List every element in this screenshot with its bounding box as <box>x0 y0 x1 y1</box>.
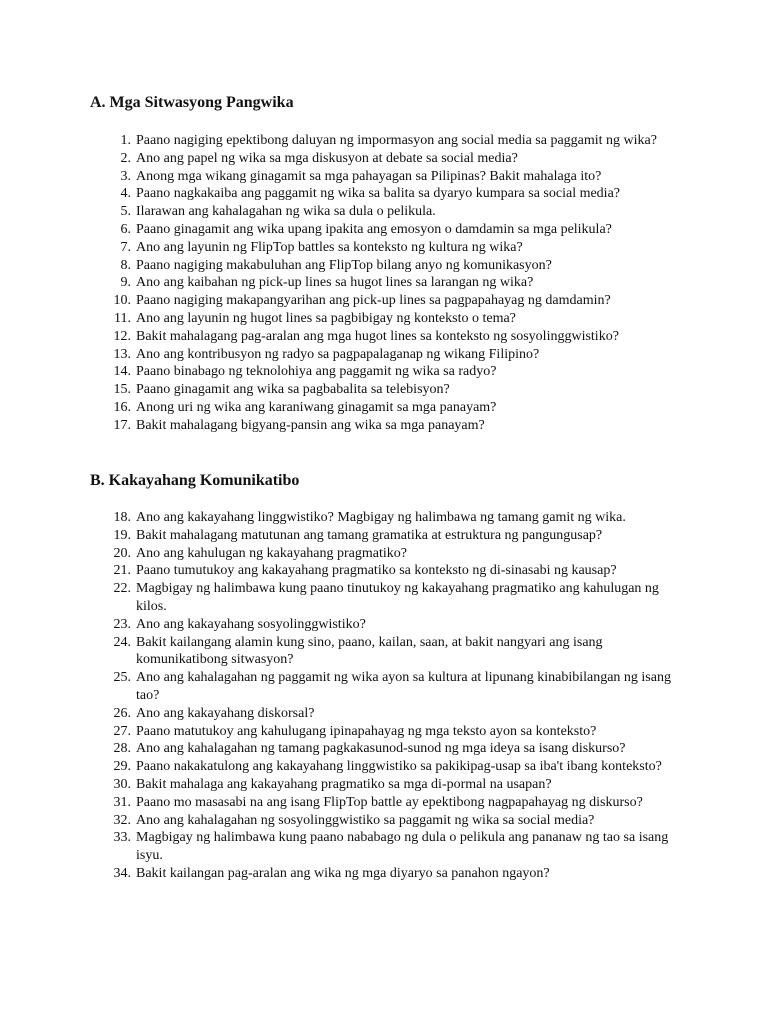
question-number: 9. <box>120 275 131 291</box>
question-text: Paano mo masasabi na ang isang FlipTop battle ay epektibong nagpapahayag ng diskurso? <box>136 794 643 810</box>
question-number: 15. <box>113 382 131 398</box>
question-item <box>90 274 690 292</box>
question-text: Ano ang kahulugan ng kakayahang pragmatiko? <box>136 545 407 561</box>
question-text: Paano nakakatulong ang kakayahang linggwistiko sa pakikipag-usap sa iba't ibang konteksto? <box>136 759 662 775</box>
question-text: Ilarawan ang kahalagahan ng wika sa dula o pelikula. <box>136 204 436 220</box>
question-number: 18. <box>113 510 131 525</box>
question-number: 23. <box>113 616 131 632</box>
question-item <box>90 310 690 328</box>
question-number: 14. <box>113 364 131 380</box>
question-number: 26. <box>113 705 131 721</box>
question-number: 4. <box>120 186 131 202</box>
question-text: Bakit kailangang alamin kung sino, paano, kailan, saan, at bakit nangyari ang isang komunikatibong sitwasyon? <box>136 634 603 668</box>
question-number: 29. <box>113 759 131 775</box>
question-text: Anong mga wikang ginagamit sa mga pahayagan sa Pilipinas? Bakit mahalaga ito? <box>136 168 602 184</box>
question-item <box>90 150 690 168</box>
question-number: 34. <box>113 865 131 881</box>
question-number: 13. <box>113 346 131 362</box>
question-item <box>90 527 690 545</box>
question-text: Paano binabago ng teknolohiya ang paggamit ng wika sa radyo? <box>136 364 497 380</box>
question-item <box>90 634 690 670</box>
question-number: 12. <box>113 328 131 344</box>
question-text: Ano ang kaibahan ng pick-up lines sa hugot lines sa larangan ng wika? <box>136 275 534 291</box>
question-text: Magbigay ng halimbawa kung paano nababago ng dula o pelikula ang pananaw ng tao sa isang isyu. <box>136 830 669 864</box>
question-item <box>90 168 690 186</box>
question-text: Magbigay ng halimbawa kung paano tinutukoy ng kakayahang pragmatiko ang kahulugan ng kilos. <box>136 581 659 614</box>
question-number: 2. <box>120 150 131 166</box>
question-number: 8. <box>120 257 131 273</box>
question-text: Ano ang layunin ng FlipTop battles sa konteksto ng kultura ng wika? <box>136 239 523 255</box>
question-text: Bakit mahalagang bigyang-pansin ang wika sa mga panayam? <box>136 417 485 433</box>
question-number: 10. <box>113 293 131 309</box>
question-item <box>90 829 690 865</box>
question-text: Ano ang kontribusyon ng radyo sa pagpapalaganap ng wikang Filipino? <box>136 346 540 362</box>
question-number: 30. <box>113 776 131 792</box>
question-number: 25. <box>113 670 131 686</box>
question-text: Ano ang layunin ng hugot lines sa pagbibigay ng konteksto o tema? <box>136 310 516 326</box>
question-item <box>90 545 690 563</box>
question-number: 21. <box>113 563 131 579</box>
question-item <box>90 616 690 634</box>
question-text: Bakit kailangan pag-aralan ang wika ng mga diyaryo sa panahon ngayon? <box>136 865 550 881</box>
question-item <box>90 346 690 364</box>
question-item <box>90 865 690 883</box>
question-item <box>90 740 690 758</box>
question-number: 22. <box>113 581 131 597</box>
question-item <box>90 185 690 203</box>
question-number: 28. <box>113 741 131 757</box>
question-item <box>90 221 690 239</box>
question-text: Paano ginagamit ang wika sa pagbabalita sa telebisyon? <box>136 382 450 398</box>
question-text: Paano nagiging epektibong daluyan ng impormasyon ang social media sa paggamit ng wika? <box>136 133 657 148</box>
question-item <box>90 509 690 527</box>
question-number: 31. <box>113 794 131 810</box>
question-item <box>90 812 690 830</box>
question-item <box>90 669 690 705</box>
question-text: Bakit mahalagang pag-aralan ang mga hugot lines sa konteksto ng sosyolinggwistiko? <box>136 328 619 344</box>
question-text: Ano ang papel ng wika sa mga diskusyon at debate sa social media? <box>136 150 518 166</box>
question-item <box>90 132 690 150</box>
question-item <box>90 257 690 275</box>
question-text: Paano tumutukoy ang kakayahang pragmatiko sa konteksto ng di-sinasabi ng kausap? <box>136 563 617 579</box>
question-number: 17. <box>113 417 131 433</box>
question-text: Ano ang kahalagahan ng sosyolinggwistiko sa paggamit ng wika sa social media? <box>136 812 595 828</box>
question-number: 5. <box>120 204 131 220</box>
question-text: Paano ginagamit ang wika upang ipakita ang emosyon o damdamin sa mga pelikula? <box>136 221 612 237</box>
question-list-b <box>90 509 690 883</box>
question-item <box>90 705 690 723</box>
question-text: Ano ang kakayahang sosyolinggwistiko? <box>136 616 366 632</box>
question-number: 33. <box>113 830 131 846</box>
question-item <box>90 562 690 580</box>
question-text: Ano ang kakayahang linggwistiko? Magbigay ng halimbawa ng tamang gamit ng wika. <box>136 510 626 525</box>
question-text: Ano ang kakayahang diskorsal? <box>136 705 315 721</box>
question-text: Paano nagiging makapangyarihan ang pick-up lines sa pagpapahayag ng damdamin? <box>136 293 611 309</box>
question-item <box>90 203 690 221</box>
question-text: Bakit mahalagang matutunan ang tamang gramatika at estruktura ng pangungusap? <box>136 527 603 543</box>
question-number: 11. <box>114 310 131 326</box>
question-item <box>90 292 690 310</box>
question-number: 3. <box>120 168 131 184</box>
question-number: 7. <box>120 239 131 255</box>
question-item <box>90 399 690 417</box>
question-number: 1. <box>120 133 131 148</box>
question-number: 16. <box>113 399 131 415</box>
question-item <box>90 580 690 616</box>
question-text: Anong uri ng wika ang karaniwang ginagamit sa mga panayam? <box>136 399 497 415</box>
question-item <box>90 723 690 741</box>
question-item <box>90 328 690 346</box>
question-number: 19. <box>113 527 131 543</box>
question-item <box>90 758 690 776</box>
question-text: Paano matutukoy ang kahulugang ipinapahayag ng mga teksto ayon sa konteksto? <box>136 723 597 739</box>
question-item <box>90 381 690 399</box>
question-number: 32. <box>113 812 131 828</box>
question-list-a <box>90 132 690 435</box>
question-text: Bakit mahalaga ang kakayahang pragmatiko sa mga di-pormal na usapan? <box>136 776 552 792</box>
question-number: 27. <box>113 723 131 739</box>
question-item <box>90 776 690 794</box>
question-item <box>90 794 690 812</box>
question-number: 6. <box>120 221 131 237</box>
section-heading-a: A. Mga Sitwasyong Pangwika <box>90 94 294 111</box>
question-number: 20. <box>113 545 131 561</box>
question-item <box>90 363 690 381</box>
section-heading-b: B. Kakayahang Komunikatibo <box>90 472 300 489</box>
question-item <box>90 417 690 435</box>
question-item <box>90 239 690 257</box>
question-number: 24. <box>113 634 131 650</box>
question-text: Ano ang kahalagahan ng paggamit ng wika ayon sa kultura at lipunang kinabibilangan ng isang tao? <box>136 670 671 703</box>
question-text: Paano nagkakaiba ang paggamit ng wika sa balita sa dyaryo kumpara sa social media? <box>136 186 620 202</box>
question-text: Paano nagiging makabuluhan ang FlipTop bilang anyo ng komunikasyon? <box>136 257 552 273</box>
question-text: Ano ang kahalagahan ng tamang pagkakasunod-sunod ng mga ideya sa isang diskurso? <box>136 741 626 757</box>
